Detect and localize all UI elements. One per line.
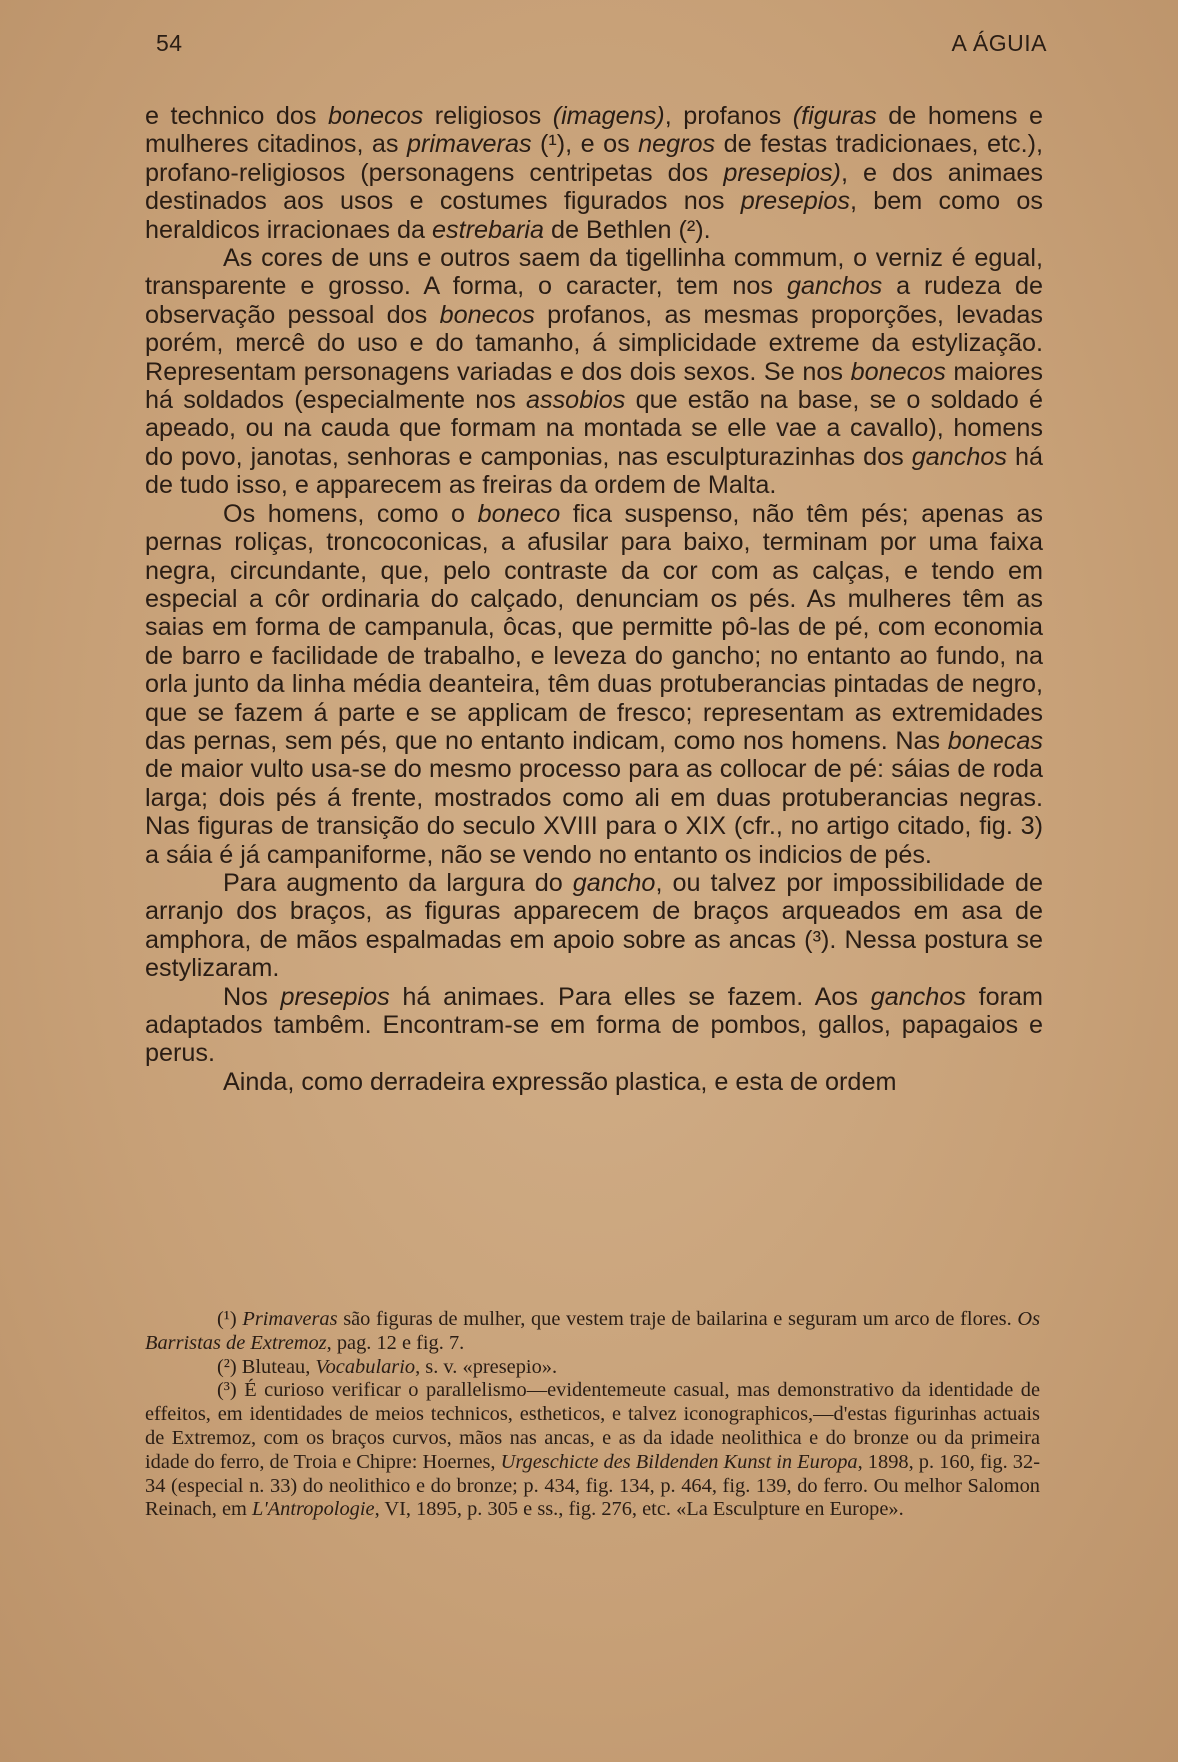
italic-run: Os Barristas de Extremoz [145,1308,1041,1354]
italic-run: boneco [477,499,561,528]
italic-run: bonecos [328,102,424,130]
paragraph-4: Para augmento da largura do gancho, ou talvez por impossibilidade de arranjo dos braços, as figuras apparecem de braços arqueados em asa de amphora, de mãos espalmadas em apoio sobre as ancas (³). Nessa postura se estylizaram. [145,868,1043,983]
italic-run: estrebaria [432,215,545,244]
italic-run: gancho [572,868,656,897]
italic-run: (imagens) [552,102,665,130]
italic-run: Urgeschicte des Bildenden Kunst in Europa [500,1450,858,1473]
italic-run: bonecos [850,357,946,386]
italic-run: (figuras [792,102,877,130]
paragraph-3: Os homens, como o boneco fica suspenso, não têm pés; apenas as pernas roliças, troncoconicas, a afusilar para baixo, terminam por uma faixa negra, circundante, que, pelo contraste da cor com as calças, e tendo em especial a côr ordinaria do calçado, denunciam os pés. As mulheres têm as saias em forma de campanula, ôcas, que permitte pô-las de pé, com economia de barro e facilidade de trabalho, e leveza do gancho; no entanto ao fundo, na orla junto da linha média deanteira, têm duas protuberancias pintadas de negro, que se fazem á parte e se applicam de fresco; representam as extremidades das pernas, sem pés, que no entanto indicam, como nos homens. Nas bonecas de maior vulto usa-se do mesmo processo para as collocar de pé: sáias de roda larga; dois pés á frente, mostrados como ali em duas protuberancias negras. Nas figuras de transição do seculo XVIII para o XIX (cfr., no artigo citado, fig. 3) a sáia é já campaniforme, não se vendo no entanto os indicios de pés. [145,499,1043,869]
italic-run: presepios [740,187,850,216]
footnotes [145,1308,1040,1522]
paragraph-6: Ainda, como derradeira expressão plastica, e esta de ordem [223,1067,897,1096]
italic-run: primaveras [406,130,532,159]
paragraph-5: Nos presepios há animaes. Para elles se fazem. Aos ganchos foram adaptados tambêm. Encontram-se em forma de pombos, gallos, papagaios e perus. [145,982,1043,1068]
italic-run: presepios [280,982,390,1011]
paragraph-2: As cores de uns e outros saem da tigellinha commum, o verniz é egual, transparente e grosso. A forma, o caracter, tem nos ganchos a rudeza de observação pessoal dos bonecos profanos, as mesmas proporções, levadas porém, mercê do uso e do tamanho, á simplicidade extreme da estylização. Representam personagens variadas e dos dois sexos. Se nos bonecos maiores há soldados (especialmente nos assobios que estão na base, se o soldado é apeado, ou na cauda que formam na montada se elle vae a cavallo), homens do povo, janotas, senhoras e camponias, nas esculpturazinhas dos ganchos há de tudo isso, e apparecem as freiras da ordem de Malta. [145,244,1044,500]
running-title: A ÁGUIA [951,30,1047,56]
italic-run: Primaveras [242,1308,338,1330]
footnote-1: (¹) Primaveras são figuras de mulher, que vestem traje de bailarina e seguram um arco de flores. Os Barristas de Extremoz, pag. 12 e fig. 7. [145,1308,1041,1354]
italic-run: bonecas [947,726,1043,755]
italic-run: ganchos [911,442,1007,471]
italic-run: L'Antropologie [252,1498,375,1521]
italic-run: negros [638,130,716,159]
body-text [145,102,1043,1096]
italic-run: presepios) [723,158,841,187]
page-header [156,30,1047,57]
footnote-3: (³) É curioso verificar o parallelismo—evidentemeute casual, mas demonstrativo da identidade de effeitos, em identidades de meios technicos, estheticos, e talvez iconographicos,—d'estas figurinhas actuais de Extremoz, com os braços curvos, mãos nas ancas, e as da idade neolithica e do bronze ou da primeira idade do ferro, de Troia e Chipre: Hoernes, Urgeschicte des Bildenden Kunst in Europa, 1898, p. 160, fig. 32-34 (especial n. 33) do neolithico e do bronze; p. 434, fig. 134, p. 464, fig. 139, do ferro. Ou melhor Salomon Reinach, em L'Antropologie, VI, 1895, p. 305 e ss., fig. 276, etc. «La Esculpture en Europe». [145,1379,1040,1521]
italic-run: Vocabulario [315,1355,416,1378]
italic-run: bonecos [439,300,535,329]
paragraph-1: e technico dos bonecos religiosos (imagens), profanos (figuras de homens e mulheres citadinos, as primaveras (¹), e os negros de festas tradicionaes, etc.), profano-religiosos (personagens centripetas dos presepios), e dos animaes destinados aos usos e costumes figurados nos presepios, bem como os heraldicos irracionaes da estrebaria de Bethlen (²). [145,102,1044,244]
italic-run: assobios [525,386,626,415]
page-number: 54 [156,30,183,56]
footnote-2: (²) Bluteau, Vocabulario, s. v. «presepio». [217,1355,558,1378]
italic-run: ganchos [786,272,883,301]
italic-run: ganchos [870,982,966,1011]
